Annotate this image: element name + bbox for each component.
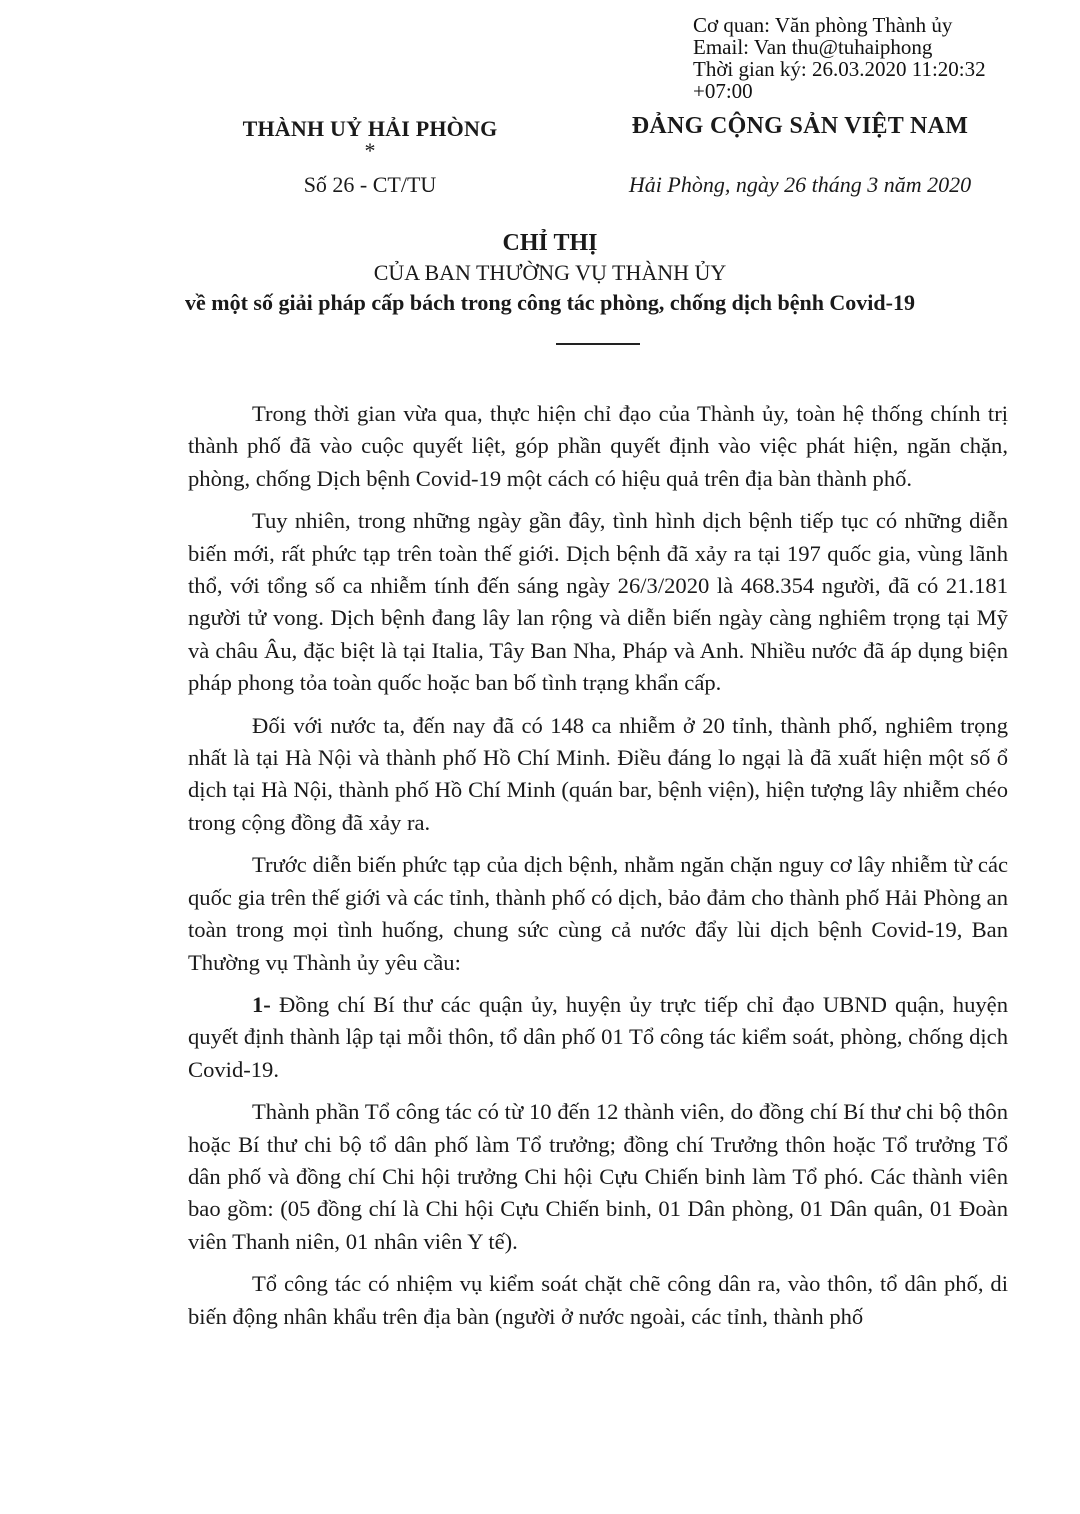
paragraph-item-1 [188,989,1008,1086]
signature-agency: Cơ quan: Văn phòng Thành ủy [693,13,953,37]
digital-signature-block [693,14,1063,102]
paragraph: Đối với nước ta, đến nay đã có 148 ca nhiễm ở 20 tỉnh, thành phố, nghiêm trọng nhất là tại Hà Nội và thành phố Hồ Chí Minh. Điều đáng lo ngại là đã xuất hiện một số ổ dịch tại Hà Nội, thành phố Hồ Chí Minh (quán bar, bệnh viện), hiện tượng lây nhiễm chéo trong cộng đồng đã xảy ra. [188,712,1008,835]
party-name-text: ĐẢNG CỘNG SẢN VIỆT NAM [631,113,969,139]
issuing-organization: THÀNH UỶ HẢI PHÒNG [242,116,498,141]
document-type: CHỈ THỊ [502,230,598,256]
paragraph: Trong thời gian vừa qua, thực hiện chỉ đạo của Thành ủy, toàn hệ thống chính trị thành phố đã vào cuộc quyết liệt, góp phần quyết định vào việc phát hiện, ngăn chặn, phòng, chống Dịch bệnh Covid-19 một cách có hiệu quả trên địa bàn thành phố. [188,401,1008,491]
title-divider [556,343,640,345]
signature-email: Email: Van thu@tuhaiphong [693,35,933,59]
paragraph: Trước diễn biến phức tạp của dịch bệnh, nhằm ngăn chặn nguy cơ lây nhiễm từ các quốc gia trên thế giới và các tỉnh, thành phố có dịch, bảo đảm cho thành phố Hải Phòng an toàn trong mọi tình huống, chung sức cùng cả nước đẩy lùi dịch bệnh Covid-19, Ban Thường vụ Thành ủy yêu cầu: [188,852,1008,975]
document-subject: về một số giải pháp cấp bách trong công tác phòng, chống dịch bệnh Covid-19 [185,290,915,315]
document-body [188,398,1008,1343]
paragraph: Tổ công tác có nhiệm vụ kiểm soát chặt chẽ công dân ra, vào thôn, tổ dân phố, di biến động nhân khẩu trên địa bàn (người ở nước ngoài, các tỉnh, thành phố [188,1271,1008,1329]
party-name [590,113,1010,144]
document-title-block [100,228,1000,318]
place-date: Hải Phòng, ngày 26 tháng 3 năm 2020 [628,172,972,197]
signature-time: Thời gian ký: 26.03.2020 11:20:32 [693,57,986,81]
paragraph: Thành phần Tổ công tác có từ 10 đến 12 thành viên, do đồng chí Bí thư chi bộ thôn hoặc Bí thư chi bộ tổ dân phố làm Tổ trưởng; đồng chí Trưởng thôn hoặc Tổ trưởng Tổ dân phố và đồng chí Chi hội trưởng Chi hội Cựu Chiến binh làm Tổ phó. Các thành viên bao gồm: (05 đồng chí là Chi hội Cựu Chiến binh, 01 Dân phòng, 01 Dân quân, 01 Đoàn viên Thanh niên, 01 nhân viên Y tế). [188,1099,1008,1254]
item-number: 1- [252,991,271,1017]
document-number: Số 26 - CT/TU [303,172,437,197]
document-issuer: CỦA BAN THƯỜNG VỤ THÀNH ỦY [373,260,727,285]
item-text: Đồng chí Bí thư các quận ủy, huyện ủy trực tiếp chỉ đạo UBND quận, huyện quyết định thành lập tại mỗi thôn, tổ dân phố 01 Tổ công tác kiểm soát, phòng, chống dịch Covid-19. [188,991,1008,1082]
signature-timezone: +07:00 [693,79,753,103]
header-star: * [364,138,376,163]
paragraph: Tuy nhiên, trong những ngày gần đây, tình hình dịch bệnh tiếp tục có những diễn biến mới, rất phức tạp trên toàn thế giới. Dịch bệnh đã xảy ra tại 197 quốc gia, vùng lãnh thổ, với tổng số ca nhiễm tính đến sáng ngày 26/3/2020 là 468.354 người, đã có 21.181 người tử vong. Dịch bệnh đang lây lan rộng và diễn biến ngày càng nghiêm trọng tại Mỹ và châu Âu, đặc biệt là tại Italia, Tây Ban Nha, Pháp và Anh. Nhiều nước đã áp dụng biện pháp phong tỏa toàn quốc hoặc ban bố tình trạng khẩn cấp. [188,508,1008,696]
